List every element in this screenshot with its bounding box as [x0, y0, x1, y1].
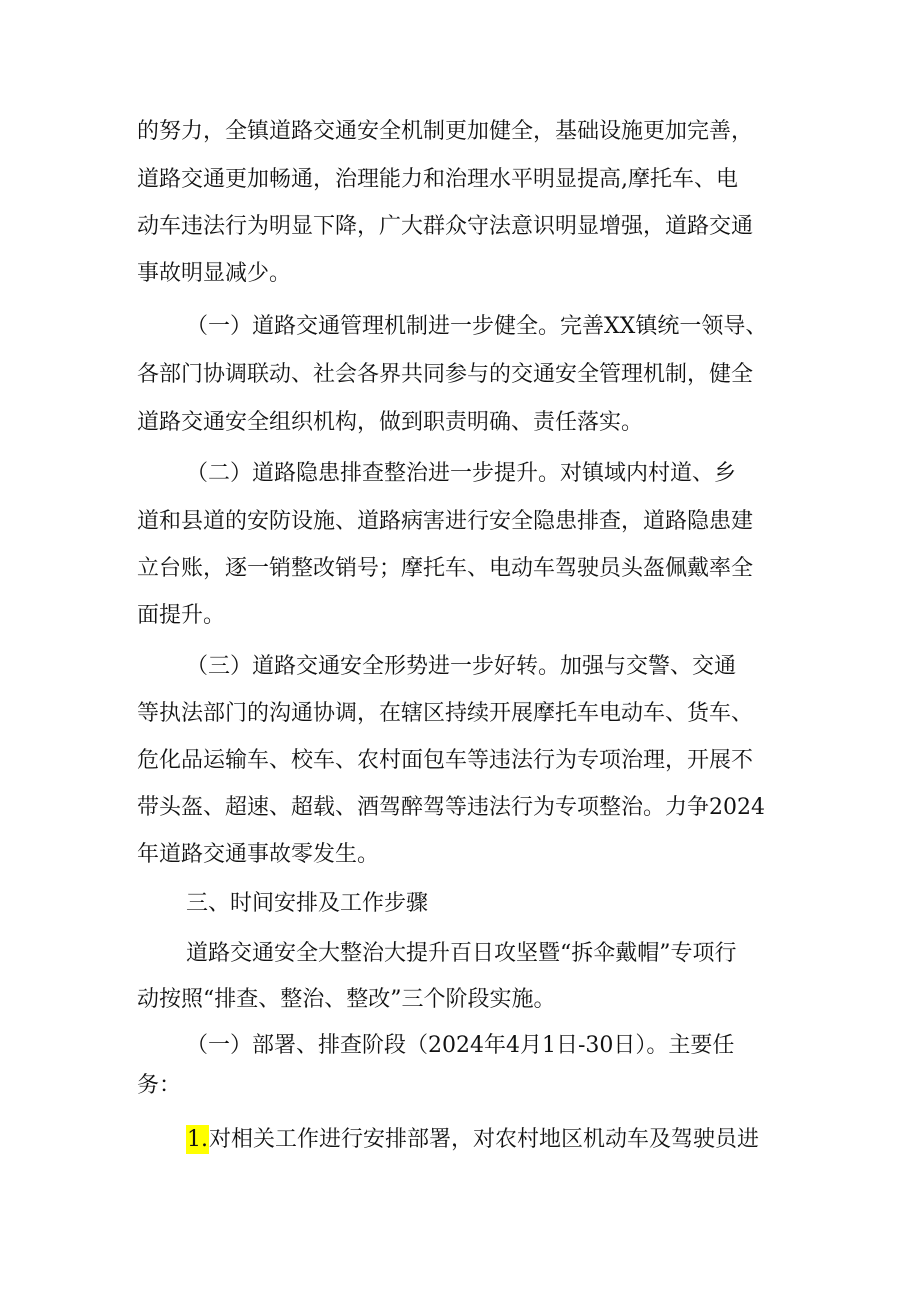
text-line: 事故明显减少。 — [137, 261, 292, 286]
highlighted-item-marker: 1. — [187, 1127, 208, 1152]
text-line: 等执法部门的沟通协调，在辖区持续开展摩托车电动车、货车、 — [137, 701, 754, 726]
text-line: 的努力，全镇道路交通安全机制更加健全，基础设施更加完善， — [137, 119, 754, 144]
section-heading: 三、时间安排及工作步骤 — [186, 891, 429, 916]
text-line: 道路交通安全组织机构，做到职责明确、责任落实。 — [137, 410, 644, 435]
paragraph-heading-line: （一）道路交通管理机制进一步健全。完善XX镇统一领导、 — [186, 314, 768, 339]
text-line: 带头盔、超速、超载、酒驾醉驾等违法行为专项整治。力争2024 — [137, 795, 765, 820]
text-line: 务： — [137, 1073, 182, 1098]
paragraph-heading-line: （一）部署、排查阶段（2024年4月1日-30日）。主要任 — [186, 1033, 735, 1058]
text-line: 年道路交通事故零发生。 — [137, 842, 380, 867]
text-line: 动按照“排查、整治、整改”三个阶段实施。 — [137, 987, 556, 1012]
text-line: 危化品运输车、校车、农村面包车等违法行为专项治理，开展不 — [137, 748, 754, 773]
paragraph-heading-line: （三）道路交通安全形势进一步好转。加强与交警、交通 — [186, 654, 737, 679]
paragraph-heading-line: （二）道路隐患排查整治进一步提升。对镇域内村道、乡 — [186, 461, 737, 486]
text-line: 立台账，逐一销整改销号；摩托车、电动车驾驶员头盔佩戴率全 — [137, 556, 754, 581]
text-line: 道路交通安全大整治大提升百日攻坚暨“拆伞戴帽”专项行 — [186, 941, 737, 966]
text-line: 道路交通更加畅通，治理能力和治理水平明显提高,摩托车、电 — [137, 167, 738, 192]
text-line: 道和县道的安防设施、道路病害进行安全隐患排查，道路隐患建 — [137, 509, 754, 534]
text-line: 面提升。 — [137, 603, 226, 628]
item-text: 对相关工作进行安排部署，对农村地区机动车及驾驶员进 — [209, 1127, 760, 1152]
numbered-item-line — [186, 1120, 797, 1160]
text-line: 各部门协调联动、社会各界共同参与的交通安全管理机制，健全 — [137, 362, 754, 387]
text-line: 动车违法行为明显下降，广大群众守法意识明显增强，道路交通 — [137, 214, 754, 239]
